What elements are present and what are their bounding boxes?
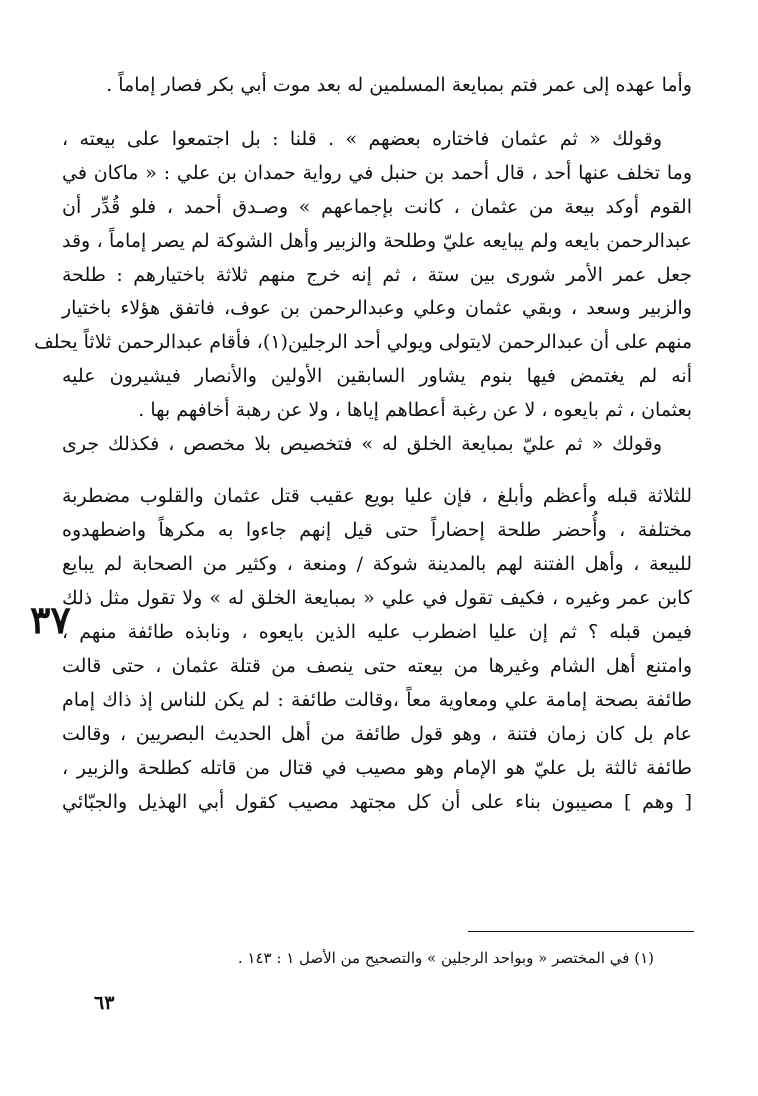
page-number: ٦٣	[94, 992, 115, 1014]
text-line: وقولك « ثم عثمان فاختاره بعضهم » . قلنا : بل اجتمعوا على بيعته ،	[62, 128, 662, 150]
text-line: وقولك « ثم عليّ بمبايعة الخلق له » فتخصيص بلا مخصص ، فكذلك جرى	[62, 433, 662, 455]
text-line: وأما عهده إلى عمر فتم بمبايعة المسلمين له بعد موت أبي بكر فصار إماماً .	[106, 74, 692, 96]
text-line: للثلاثة قبله وأعظم وأبلغ ، فإن عليا بويع عقيب قتل عثمان والقلوب مضطربة	[62, 485, 692, 507]
text-line: وامتنع أهل الشام وغيرها من بيعته حتى ينصف من قتلة عثمان ، حتى قالت	[62, 655, 692, 677]
text-line: والزبير وسعد ، وبقي عثمان وعلي وعبدالرحمن بن عوف، فاتفق هؤلاء باختيار	[62, 297, 692, 319]
text-line: أنه لم يغتمض فيها بنوم يشاور السابقين الأولين والأنصار فيشيرون عليه	[62, 365, 692, 387]
text-line: عام بل كان زمان فتنة ، وهو قول طائفة من أهل الحديث البصريين ، وقالت	[62, 723, 692, 745]
text-line: القوم أوكد بيعة من عثمان ، كانت بإجماعهم » وصـدق أحمد ، فلو قُدِّر أن	[62, 196, 692, 218]
text-line: جعل عمر الأمر شورى بين ستة ، ثم إنه خرج منهم ثلاثة باختيارهم : طلحة	[62, 264, 692, 286]
text-line: وما تخلف عنها أحد ، قال أحمد بن حنبل في رواية حمدان بن علي : « ماكان في	[62, 162, 692, 184]
text-line: مختلفة ، وأُحضر طلحة إحضاراً حتى قيل إنهم جاءوا به مكرهاً واضطهدوه	[62, 519, 692, 541]
text-line: [ وهم ] مصيبون بناء على أن كل مجتهد مصيب كقول أبي الهذيل والجبّائي	[62, 791, 692, 813]
text-line: منهم على أن عبدالرحمن لايتولى ويولي أحد الرجلين(١)، فأقام عبدالرحمن ثلاثاً يحلف	[34, 331, 692, 353]
text-line: للبيعة ، وأهل الفتنة لهم بالمدينة شوكة / ومنعة ، وكثير من الصحابة لم يبايع	[62, 553, 692, 575]
margin-page-number: ٣٧	[30, 597, 71, 642]
footnote-rule	[468, 931, 694, 932]
text-line: بعثمان ، ثم بايعوه ، لا عن رغبة أعطاهم إياها ، ولا عن رهبة أخافهم بها .	[138, 399, 692, 421]
text-line: كابن عمر وغيره ، فكيف تقول في علي « بمبايعة الخلق له » ولا تقول مثل ذلك	[62, 587, 692, 609]
text-line: فيمن قبله ؟ ثم إن عليا اضطرب عليه الذين بايعوه ، ونابذه طائفة منهم ،	[62, 621, 692, 643]
footnote: (١) في المختصر « وبواحد الرجلين » والتصحيح من الأصل ١ : ١٤٣ .	[237, 949, 654, 967]
text-line: طائفة بصحة إمامة علي ومعاوية معاً ،وقالت طائفة : لم يكن للناس إذ ذاك إمام	[62, 689, 692, 711]
text-line: عبدالرحمن بايعه ولم يبايعه عليّ وطلحة والزبير وأهل الشوكة لم يصر إماماً ، وقد	[62, 230, 692, 252]
text-line: طائفة ثالثة بل عليّ هو الإمام وهو مصيب في قتال من قاتله كطلحة والزبير ،	[62, 757, 692, 779]
